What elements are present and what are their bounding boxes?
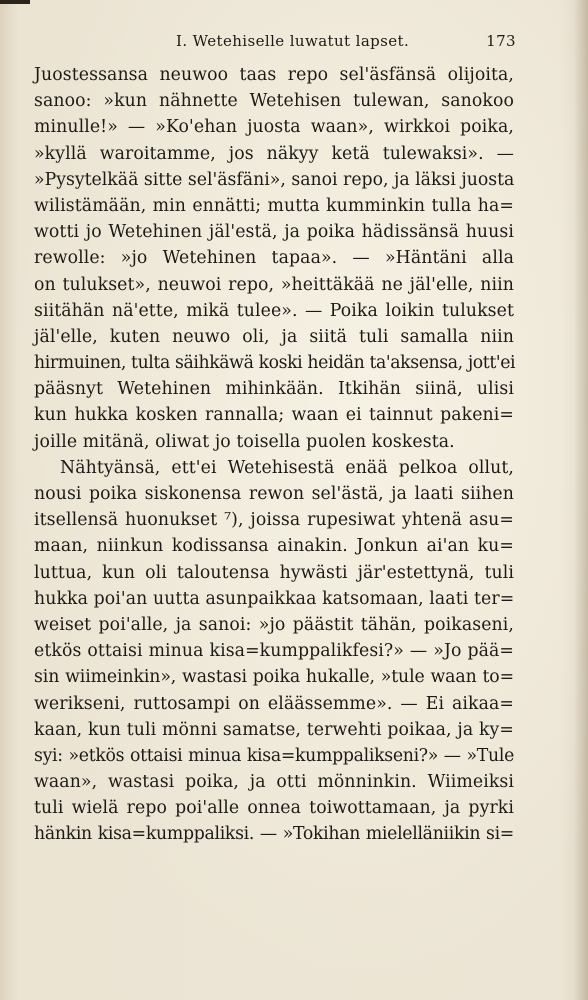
text-line: rewolle: »jo Wetehinen tapaa». — »Häntäni alla [34,248,514,269]
text-line: weiset poi'alle, ja sanoi: »jo päästit tähän, poikaseni, [34,614,514,635]
text-line: jäl'elle, kuten neuwo oli, ja siitä tuli samalla niin [34,326,514,347]
text-line: minulle!» — »Ko'ehan juosta waan», wirkkoi poika, [34,117,514,138]
text-line: tuli wielä repo poi'alle onnea toiwottamaan, ja pyrki [34,798,514,819]
text-line: maan, niinkun kodissansa ainakin. Jonkun ai'an ku= [34,536,514,557]
text-line: Nähtyänsä, ett'ei Wetehisestä enää pelkoa ollut, [60,457,514,478]
text-line: hirmuinen, tulta säihkäwä koski heidän ta'aksensa, jott'ei [34,353,516,374]
text-line: sin wiimeinkin», wastasi poika hukalle, »tule waan to= [34,667,514,688]
text-line: itsellensä huonukset ⁷), joissa rupesiwat yhtenä asu= [34,510,514,531]
text-line: joille mitänä, oliwat jo toisella puolen koskesta. [34,431,455,452]
text-line: waan», wastasi poika, ja otti mönninkin. Wiimeiksi [34,772,514,793]
text-line: hukka poi'an uutta asunpaikkaa katsomaan, laati ter= [34,588,515,609]
text-line: hänkin kisa=kumppaliksi. — »Tokihan mielelläniikin si= [34,824,514,845]
text-line: kaan, kun tuli mönni samatse, terwehti poikaa, ja ky= [34,719,514,740]
text-line: »Pysytelkää sitte sel'äsfäni», sanoi repo, ja läksi juosta [34,169,515,190]
text-line: luttua, kun oli taloutensa hywästi jär'estettynä, tuli [34,562,514,583]
text-line: pääsnyt Wetehinen mihinkään. Itkihän siinä, ulisi [34,379,514,400]
text-line: kun hukka kosken rannalla; waan ei tainnut pakeni= [34,405,514,426]
body-text [34,62,514,848]
page-number: 173 [486,32,516,50]
text-line: »kyllä waroitamme, jos näkyy ketä tulewaksi». — [34,143,514,164]
text-line: on tulukset», neuwoi repo, »heittäkää ne jäl'elle, niin [34,274,514,295]
running-title: I. Wetehiselle luwatut lapset. [176,32,410,50]
text-line: wotti jo Wetehinen jäl'estä, ja poika hädissänsä huusi [34,222,514,243]
text-line: siitähän nä'ette, mikä tulee». — Poika loikin tulukset [34,300,514,321]
page-edge-shadow [574,0,588,1000]
text-line: syi: »etkös ottaisi minua kisa=kumppalikseni?» — »Tule [34,745,514,766]
text-line: sanoo: »kun nähnette Wetehisen tulewan, sanokoo [34,91,514,112]
corner-mark [0,0,30,4]
text-line: wilistämään, min ennätti; mutta kumminkin tulla ha= [34,195,514,216]
text-line: etkös ottaisi minua kisa=kumppalikfesi?» — »Jo pää= [34,641,514,662]
text-line: werikseni, ruttosampi on eläässemme». — Ei aikaa= [34,693,514,714]
text-line: nousi poika siskonensa rewon sel'ästä, ja laati siihen [34,484,514,504]
text-line: Juostessansa neuwoo taas repo sel'äsfänsä olijoita, [34,65,514,85]
page-header [34,32,516,56]
